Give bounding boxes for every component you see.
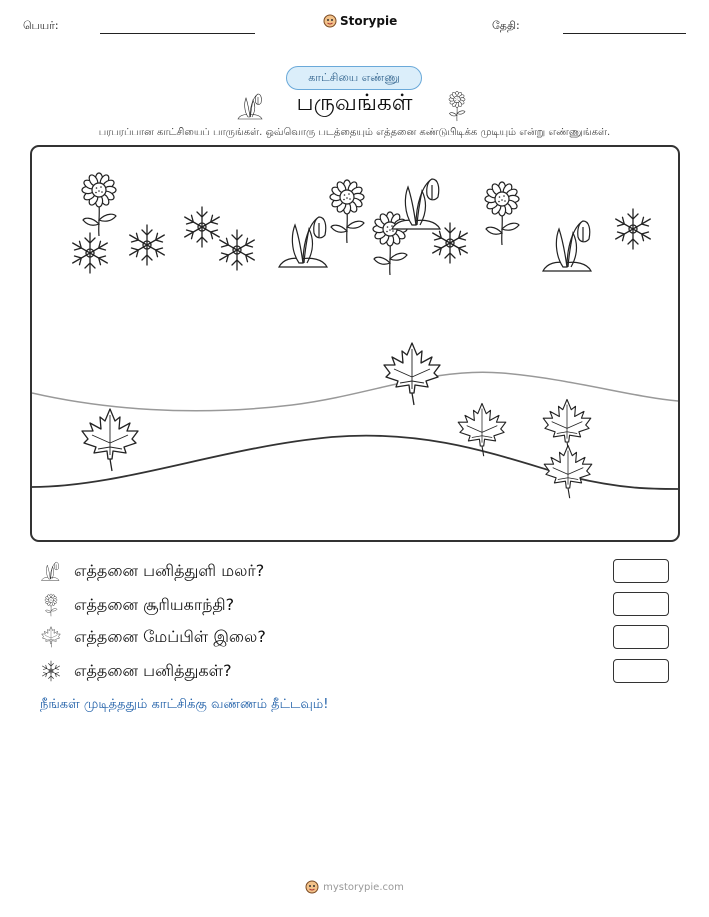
question-sunflower [40, 593, 234, 617]
snowdrop-2 [392, 179, 440, 229]
maple-leaf-5 [544, 446, 592, 499]
instructions: பரபரப்பான காட்சியைப் பாருங்கள். ஒவ்வொரு படத்தையும் எத்தனை கண்டுபிடிக்க முடியும் என்று எண்ணுங்கள். [98, 127, 611, 138]
snowflake-icon [40, 660, 62, 682]
name-input-line[interactable] [100, 33, 255, 34]
question-snowflake [40, 660, 232, 682]
answer-box-snowflake[interactable] [613, 659, 669, 683]
counting-scene [30, 145, 680, 542]
question-snowdrop [40, 560, 264, 582]
maple-leaf-1 [384, 343, 440, 405]
snowdrop-icon [40, 560, 62, 582]
answer-box-maple-leaf[interactable] [613, 625, 669, 649]
sunflower-2 [330, 180, 364, 243]
footer-url: mystorypie.com [323, 881, 404, 893]
brand-name: Storypie [340, 14, 398, 28]
name-label: பெயர்: [23, 19, 59, 32]
snowflake-1 [73, 233, 108, 273]
question-text: எத்தனை பனித்துளி மலர்? [74, 560, 265, 580]
question-text: எத்தனை பனித்துகள்? [74, 660, 232, 680]
snowdrop-3 [543, 221, 591, 271]
date-input-line[interactable] [563, 33, 686, 34]
scene-illustration [32, 147, 678, 540]
snowflake-6 [616, 209, 651, 249]
sunflower-3 [485, 182, 519, 245]
maple-leaf-2 [82, 409, 138, 471]
answer-box-sunflower[interactable] [613, 592, 669, 616]
snowflake-3 [185, 207, 220, 247]
snowflake-4 [220, 230, 255, 270]
activity-badge: காட்சியை எண்ணு [286, 66, 422, 90]
question-maple-leaf [40, 626, 266, 648]
sunflower-icon [40, 593, 62, 617]
brand-logo [323, 14, 397, 28]
answer-box-snowdrop[interactable] [613, 559, 669, 583]
storypie-mascot-icon [323, 14, 337, 28]
maple-leaf-3 [458, 404, 506, 457]
date-label: தேதி: [492, 19, 520, 32]
footer [0, 880, 709, 894]
sunflower-1 [82, 173, 116, 236]
finish-instruction: நீங்கள் முடித்ததும் காட்சிக்கு வண்ணம் தீட்டவும்! [40, 697, 329, 712]
question-text: எத்தனை மேப்பிள் இலை? [74, 626, 266, 646]
maple-leaf-icon [40, 626, 62, 648]
question-text: எத்தனை சூரியகாந்தி? [74, 594, 235, 614]
page-title: பருவங்கள் [296, 90, 413, 116]
maple-leaf-4 [543, 400, 591, 453]
title-sunflower-icon [446, 90, 468, 122]
snowflake-2 [130, 225, 165, 265]
snowdrop-1 [279, 217, 327, 267]
storypie-mascot-icon [305, 880, 319, 894]
